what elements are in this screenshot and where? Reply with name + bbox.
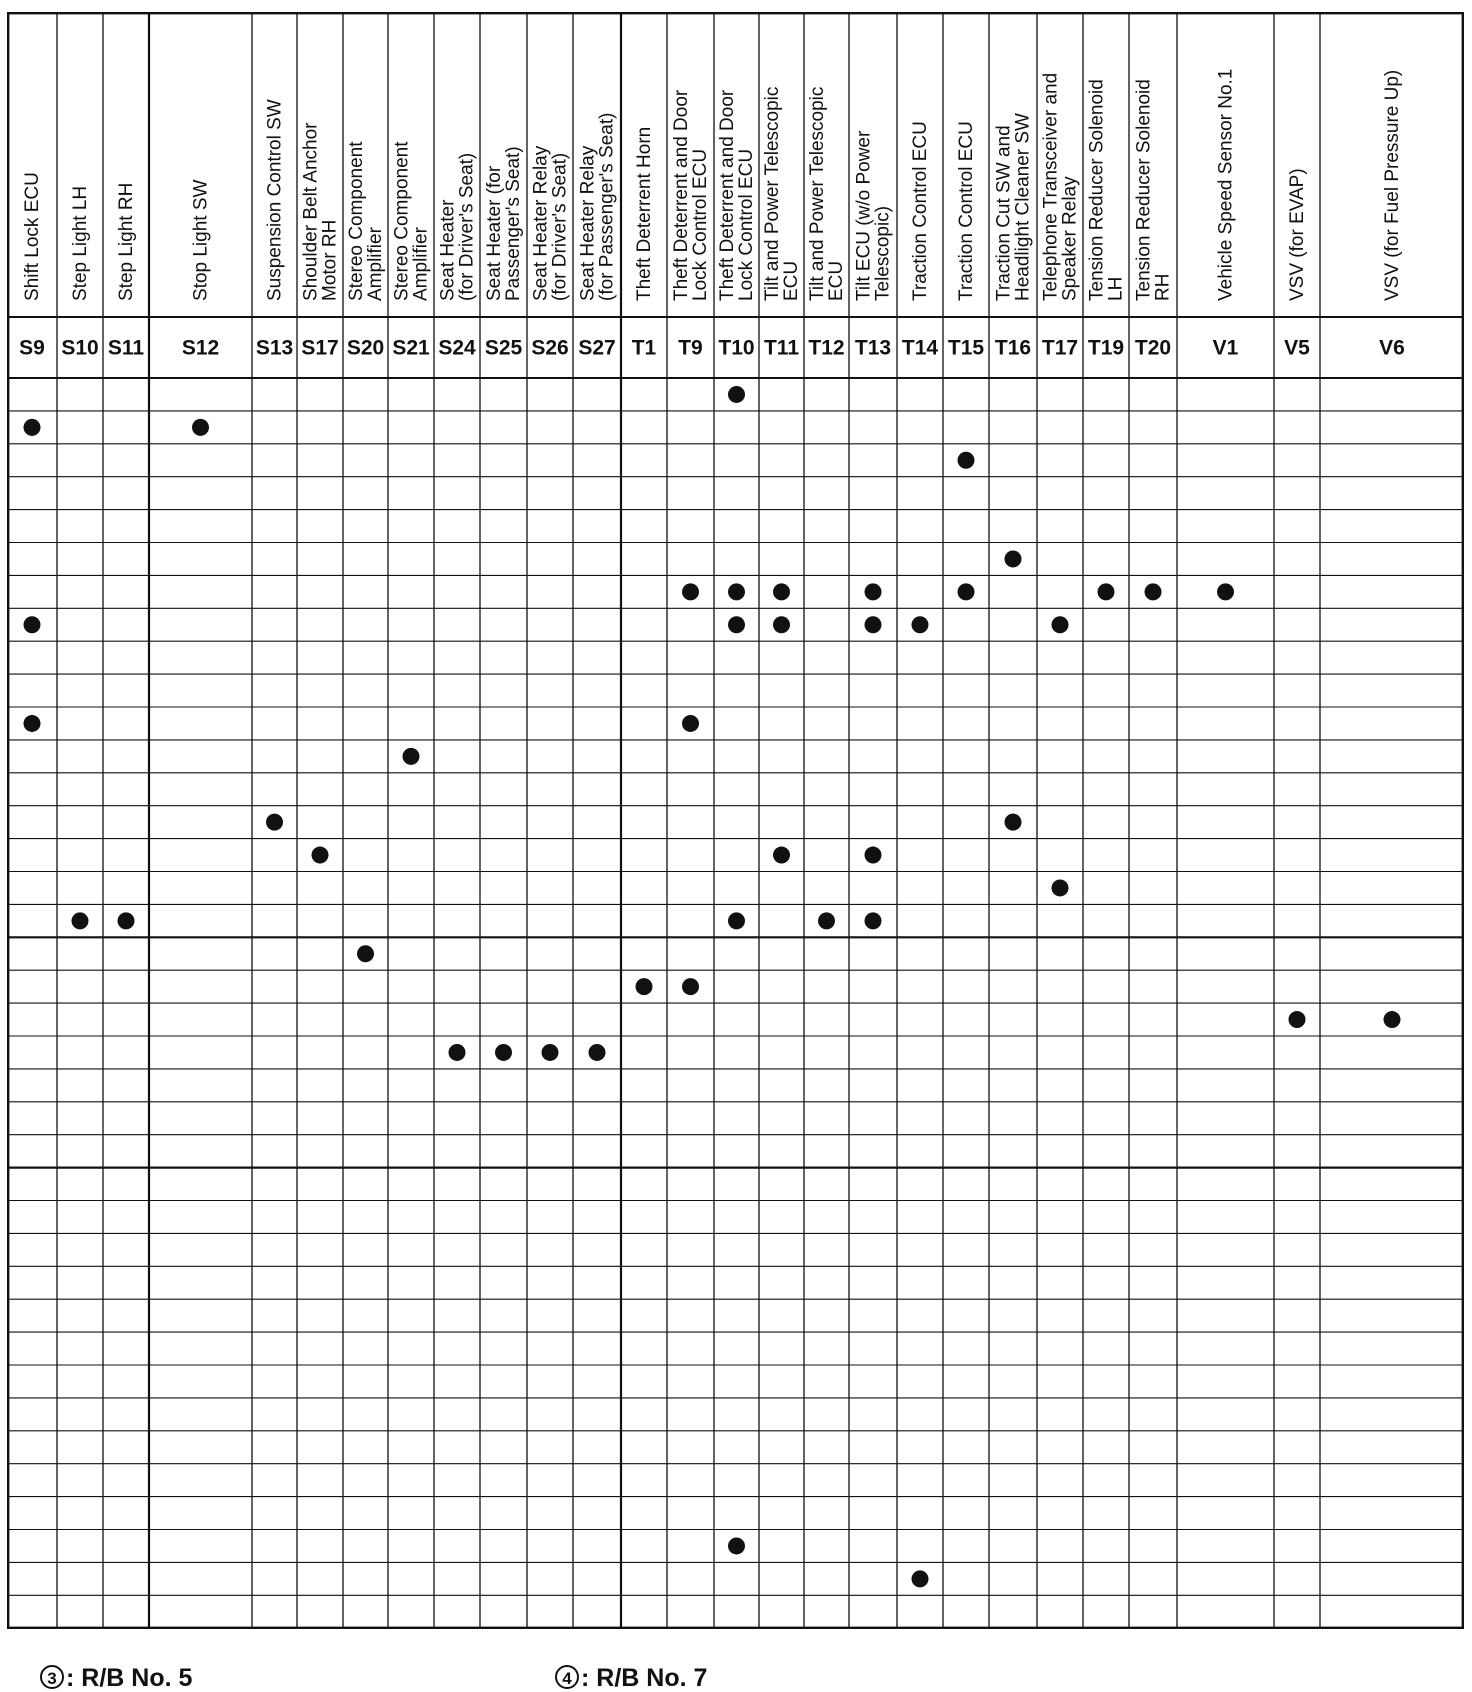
connector-code: T11 [763,336,800,360]
connection-dot [1145,583,1162,600]
connection-dot [912,1570,929,1587]
connector-code: T13 [854,336,892,360]
connector-code: S21 [392,336,430,360]
connector-code: V6 [1379,336,1405,360]
connection-dot [865,847,882,864]
column-header-label: Vehicle Speed Sensor No.1 [1215,68,1237,301]
connection-dot [1005,550,1022,567]
connector-code: S27 [578,336,616,360]
connection-dot [865,583,882,600]
connector-code: T14 [901,336,939,360]
connection-dot [865,616,882,633]
connection-dot [1289,1011,1306,1028]
column-header-label: (for Passenger's Seat) [596,112,618,301]
connection-dot [958,452,975,469]
column-header-label: ECU [826,260,847,301]
connection-dot [728,912,745,929]
circled-number-icon: 4 [555,1665,579,1689]
column-header-label: Shift Lock ECU [22,172,43,301]
connection-dot [958,583,975,600]
connection-dot [1384,1011,1401,1028]
column-header-label: Traction Control ECU [956,121,977,301]
connector-code: V5 [1284,336,1310,360]
column-header-label: (for Driver's Seat) [549,152,571,301]
connection-dot [24,616,41,633]
column-header-label: LH [1105,276,1127,301]
connection-dot [636,978,653,995]
column-header-label: VSV (for EVAP) [1287,168,1308,301]
column-header-label: Headlight Cleaner SW [1012,113,1034,301]
connector-code: S11 [107,336,145,360]
column-header-label: Traction Control ECU [910,121,931,301]
column-header-label: Seat Heater [437,199,459,301]
legend-text: : R/B No. 5 [66,1664,193,1692]
column-header-label: Tension Reducer Solenoid [1086,79,1108,301]
connector-code: T12 [808,336,845,360]
connector-code: T1 [631,336,657,360]
column-header-label: Step Light RH [116,182,137,301]
column-header-label: Lock Control ECU [736,148,757,301]
connection-dot [682,715,699,732]
column-header-label: Step Light LH [70,185,91,301]
connector-code: S10 [61,336,99,360]
column-header-label: Tilt and Power Telescopic [807,86,828,301]
connection-dot [1052,879,1069,896]
column-header-label: Stereo Component [346,141,367,301]
connection-dot [495,1044,512,1061]
column-header-label: Stop Light SW [190,179,212,301]
connection-dot [118,912,135,929]
connection-dot [865,912,882,929]
legend-item-rb7 [555,1665,707,1692]
connector-code: S20 [346,336,385,360]
connector-code: S17 [301,336,339,360]
connection-dot [728,616,745,633]
connector-code: S13 [255,336,294,360]
column-header-label: Seat Heater Relay [577,145,599,301]
column-header-label: (for Driver's Seat) [456,152,478,301]
column-header-label: Telephone Transceiver and [1040,72,1062,301]
connection-dot [773,583,790,600]
legend [0,1665,1472,1692]
column-header-label: Lock Control ECU [690,148,711,301]
connector-code: S9 [19,336,45,360]
connection-dot [773,616,790,633]
column-header-label: Suspension Control SW [264,99,286,301]
column-header-label: Amplifier [365,227,386,301]
connection-dot [1052,616,1069,633]
column-header-label: Amplifier [410,227,432,301]
column-header-label: Theft Deterrent and Door [717,89,738,301]
connector-code: S26 [531,336,569,360]
column-header-label: Theft Deterrent and Door [671,89,692,301]
connection-dot [357,945,374,962]
connection-dot [728,583,745,600]
column-header-label: Theft Deterrent Horn [634,126,655,301]
legend-text: : R/B No. 7 [581,1664,708,1692]
column-header-label: Tension Reducer Solenoid [1133,79,1155,301]
connector-code: T17 [1041,336,1079,360]
connection-dot [589,1044,606,1061]
legend-item-rb5 [40,1665,192,1692]
column-header-label: ECU [781,260,802,301]
column-header-label: Stereo Component [391,141,413,301]
connection-dot [72,912,89,929]
connection-dot [403,748,420,765]
connection-dot [818,912,835,929]
connection-dot [192,419,209,436]
connection-dot [912,616,929,633]
connection-dot [682,583,699,600]
connector-code: V1 [1212,336,1239,360]
connection-dot [773,847,790,864]
connector-matrix-table [7,12,1464,1629]
connector-code: S24 [438,336,476,360]
connector-code: T9 [678,336,703,360]
connection-dot [728,386,745,403]
connection-dot [728,1537,745,1554]
connection-dot [682,978,699,995]
column-header-label: Tilt ECU (w/o Power [853,130,875,301]
column-header-label: Shoulder Belt Anchor [300,122,322,301]
column-header-label: Passenger's Seat) [503,146,524,301]
connection-dot [1005,814,1022,831]
connection-dot [266,814,283,831]
column-header-label: Traction Cut SW and [993,125,1015,301]
connection-dot [1217,583,1234,600]
column-header-label: VSV (for Fuel Pressure Up) [1382,69,1403,301]
connector-code: T10 [718,336,755,360]
connection-dot [24,419,41,436]
column-header-label: Tilt and Power Telescopic [762,86,783,301]
connection-dot [24,715,41,732]
connection-dot [312,847,329,864]
connector-code: T20 [1134,336,1172,360]
column-header-label: RH [1152,273,1174,301]
column-header-label: Telescopic) [872,205,894,301]
connector-code: T16 [994,336,1032,360]
connector-code: T19 [1087,336,1125,360]
circled-number-icon: 3 [40,1665,64,1689]
column-header-label: Seat Heater Relay [530,145,552,301]
connector-code: S25 [484,336,523,360]
connector-code: S12 [181,336,220,360]
column-header-label: Motor RH [319,219,341,301]
connection-dot [542,1044,559,1061]
column-header-label: Speaker Relay [1059,176,1081,301]
column-header-label: Seat Heater (for [484,165,505,301]
connection-dot [449,1044,466,1061]
connector-code: T15 [947,336,985,360]
connection-dot [1098,583,1115,600]
